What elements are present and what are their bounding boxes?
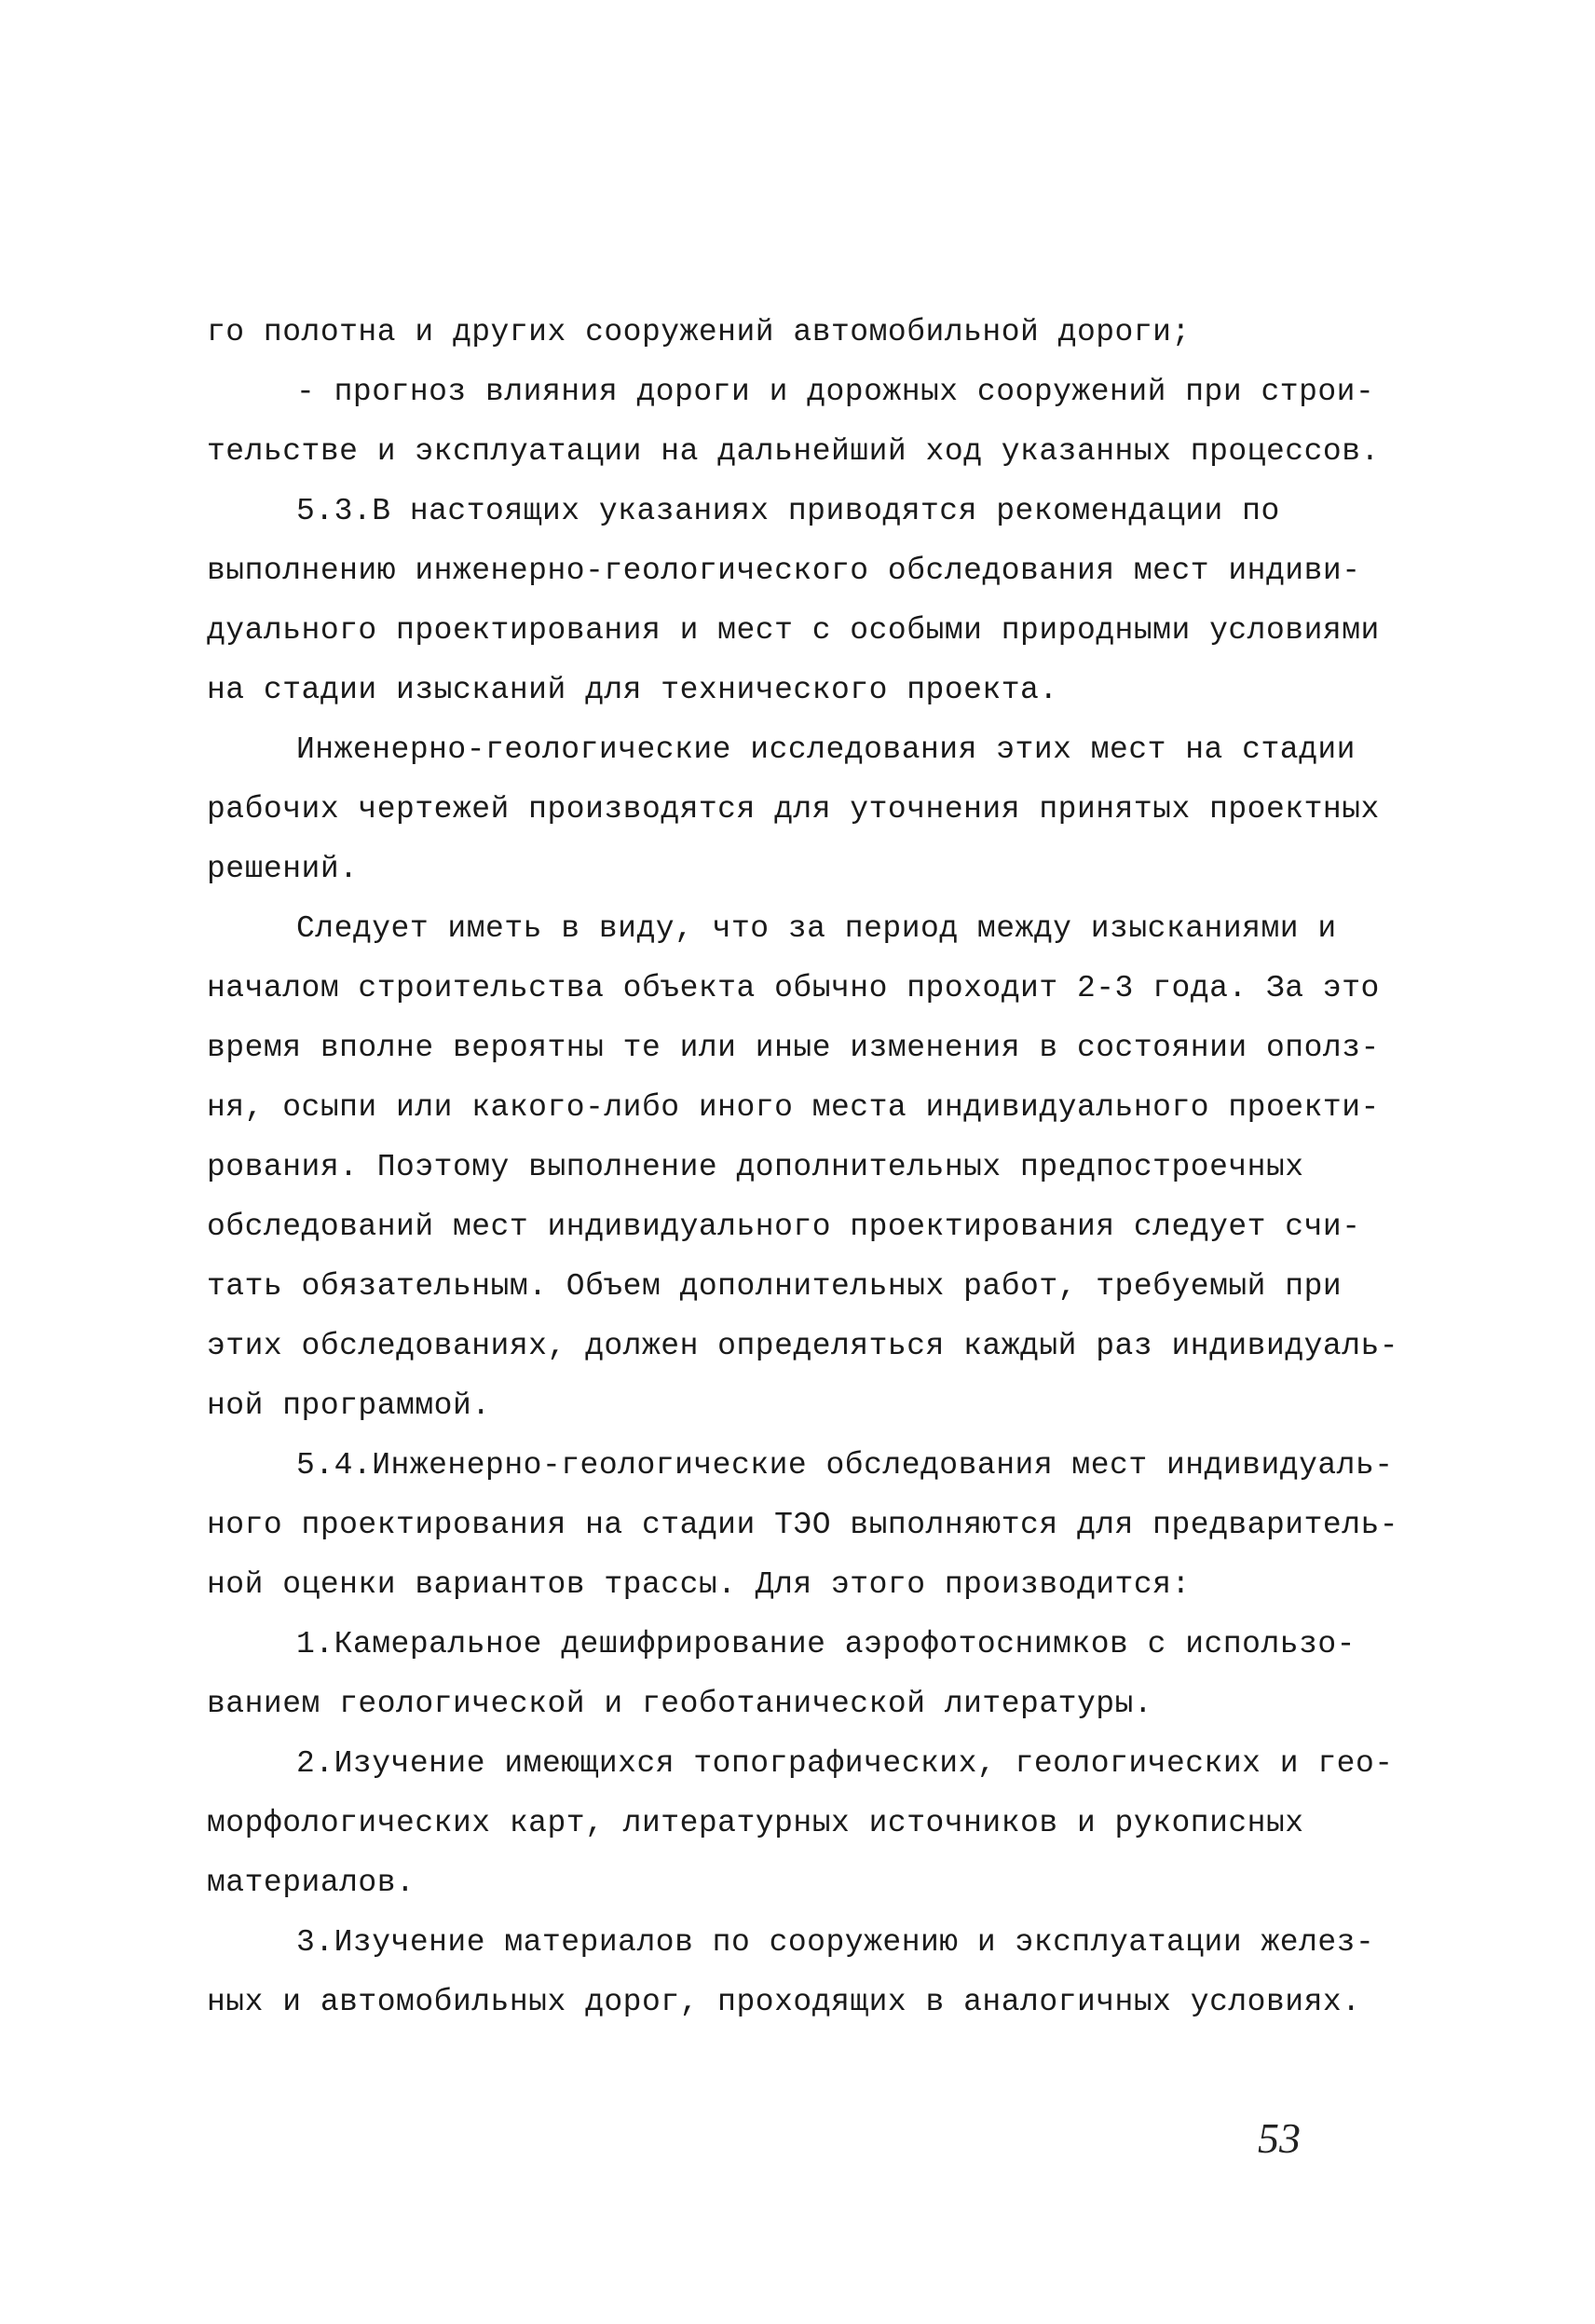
text-line: ного проектирования на стадии ТЭО выполняются для предваритель- — [207, 1508, 1399, 1542]
text-line: время вполне вероятны те или иные изменения в состоянии ополз- — [207, 1031, 1380, 1065]
text-line: - прогноз влияния дороги и дорожных сооружений при строи- — [296, 375, 1375, 409]
text-line: решений. — [207, 852, 359, 886]
text-line: го полотна и других сооружений автомобильной дороги; — [207, 315, 1191, 349]
text-line: началом строительства объекта обычно проходит 2-3 года. За это — [207, 971, 1380, 1005]
text-line: Инженерно-геологические исследования этих мест на стадии — [296, 732, 1356, 767]
text-line: 3.Изучение материалов по сооружению и эксплуатации желез- — [296, 1925, 1375, 1960]
text-line: ня, осыпи или какого-либо иного места индивидуального проекти- — [207, 1090, 1380, 1125]
text-line: дуального проектирования и мест с особыми природными условиями — [207, 613, 1380, 648]
text-line: 1.Камеральное дешифрирование аэрофотоснимков с использо- — [296, 1627, 1356, 1661]
text-line: тельстве и эксплуатации на дальнейший ход указанных процессов. — [207, 434, 1380, 469]
text-line: обследований мест индивидуального проектирования следует счи- — [207, 1210, 1361, 1244]
text-line: рабочих чертежей производятся для уточнения принятых проектных — [207, 792, 1380, 827]
text-line: ной оценки вариантов трассы. Для этого производится: — [207, 1567, 1191, 1602]
text-line: ной программой. — [207, 1388, 491, 1423]
text-line: 5.3.В настоящих указаниях приводятся рекомендации по — [296, 494, 1280, 528]
text-line: тать обязательным. Объем дополнительных работ, требуемый при — [207, 1269, 1343, 1304]
page-number: 53 — [1258, 2114, 1301, 2162]
text-line: выполнению инженерно-геологического обследования мест индиви- — [207, 554, 1361, 588]
text-line: морфологических карт, литературных источников и рукописных — [207, 1806, 1304, 1840]
text-line: 5.4.Инженерно-геологические обследования мест индивидуаль- — [296, 1448, 1394, 1483]
body-text — [207, 303, 1399, 2032]
text-line: ных и автомобильных дорог, проходящих в аналогичных условиях. — [207, 1985, 1361, 2019]
text-line: этих обследованиях, должен определяться каждый раз индивидуаль- — [207, 1329, 1399, 1363]
text-line: материалов. — [207, 1866, 416, 1900]
text-line: 2.Изучение имеющихся топографических, геологических и гео- — [296, 1746, 1394, 1781]
text-line: Следует иметь в виду, что за период между изысканиями и — [296, 911, 1337, 946]
text-line: рования. Поэтому выполнение дополнительных предпостроечных — [207, 1150, 1304, 1184]
text-line: на стадии изысканий для технического проекта. — [207, 673, 1058, 707]
text-line: ванием геологической и геоботанической литературы. — [207, 1687, 1153, 1721]
